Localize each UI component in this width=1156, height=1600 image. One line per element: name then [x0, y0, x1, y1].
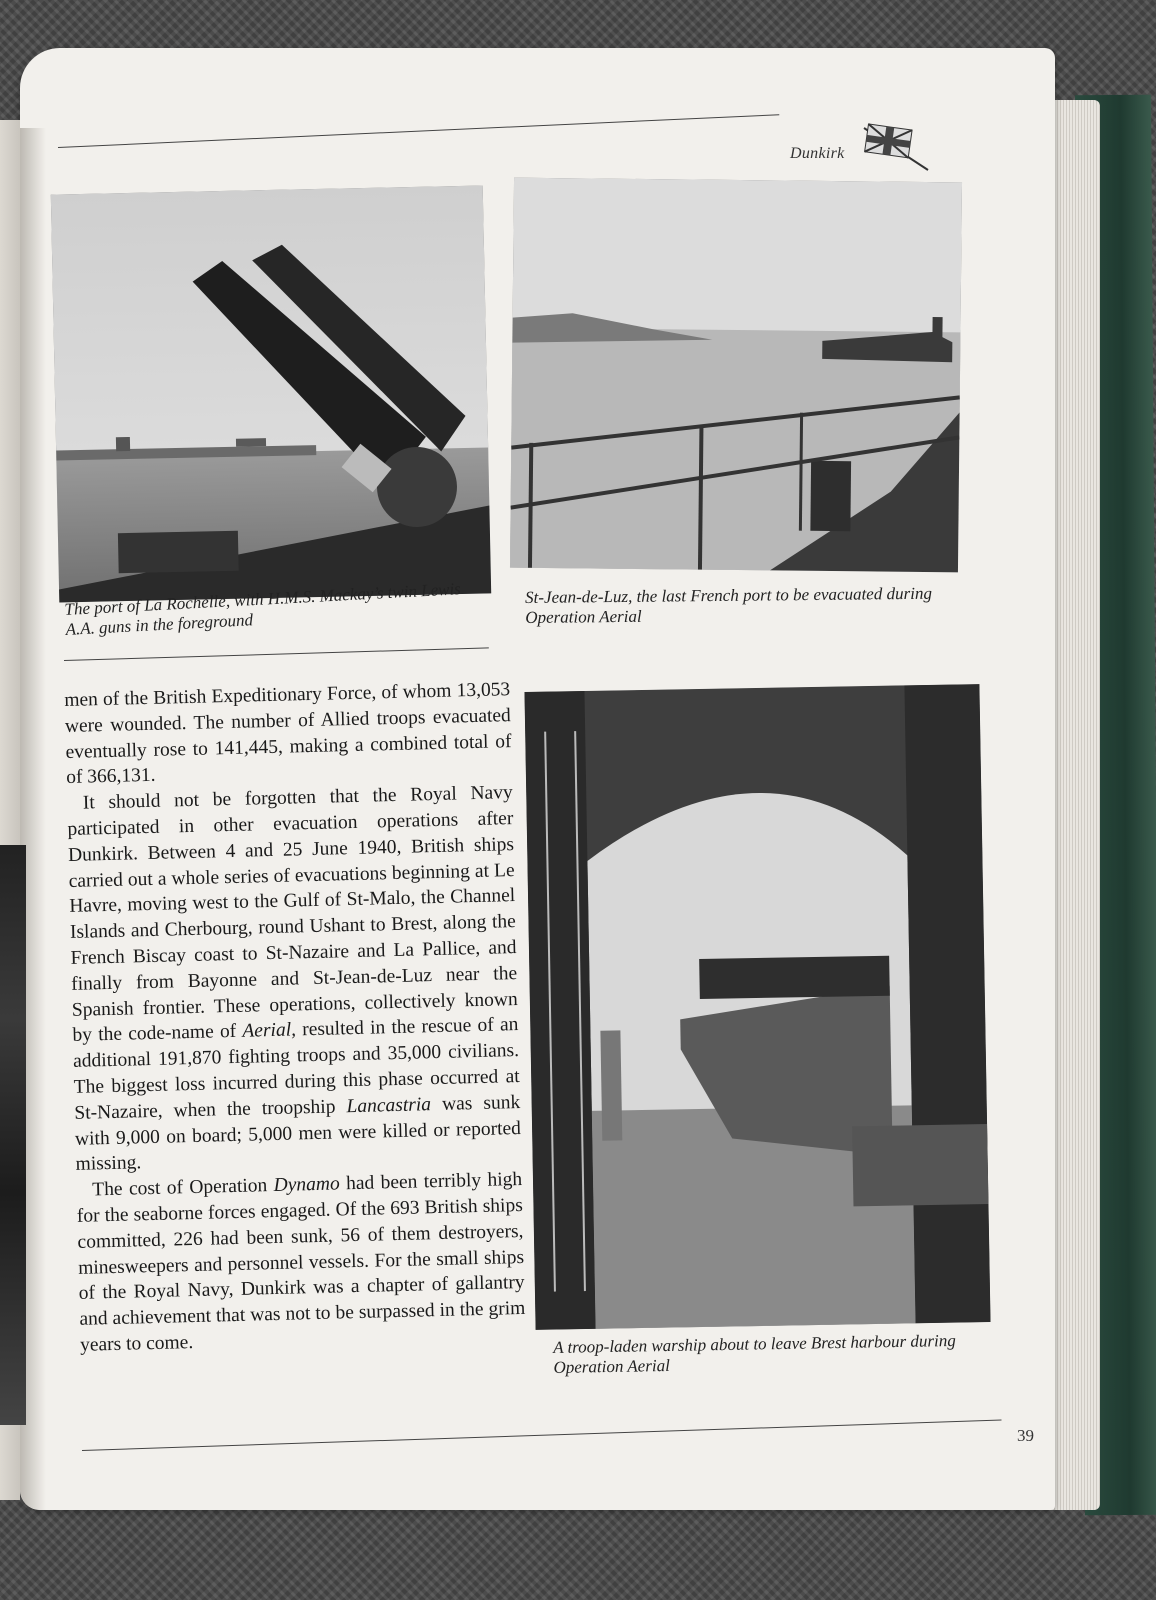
page-number: 39 [1017, 1426, 1034, 1445]
facing-page-photo-edge [0, 845, 26, 1425]
naval-ensign-flag-icon [860, 122, 932, 172]
caption-brest-warship: A troop-laden warship about to leave Brest harbour during Operation Aerial [553, 1330, 956, 1377]
photo-la-rochelle [51, 186, 491, 603]
photo-st-jean-de-luz [510, 178, 962, 573]
paragraph-1: men of the British Expeditionary Force, of whom 13,053 were wounded. The number of Allied troops evacuated eventually rose to 141,445, making a combined total of of 366,131. [64, 679, 512, 789]
paragraph-2: It should not be forgotten that the Royal Navy participated in other evacuation operations after Dunkirk. Between 4 and 25 June 1940, British ships carried out a whole series of evacuations beginning at Le Havre, moving west to the Gulf of St-Malo, the Channel Islands and Cherbourg, round Ushant to Brest, along the French Biscay coast to St-Nazaire and La Pallice, and finally from Bayonne and St-Jean-de-Luz near the Spanish frontier. These operations, collectively known by the code-name of Aerial, resulted in the rescue of an additional 191,870 fighting troops and 35,000 civilians. The biggest loss incurred during this phase occurred at St-Nazaire, when the troopship Lancastria was sunk with 9,000 on board; 5,000 men were killed or reported missing. [67, 782, 522, 1176]
caption-st-jean-de-luz: St-Jean-de-Luz, the last French port to be evacuated during Operation Aerial [525, 583, 932, 627]
running-head: Dunkirk [790, 145, 845, 162]
paragraph-3: The cost of Operation Dynamo had been terribly high for the seaborne forces engaged. Of the 693 British ships committed, 226 had been sunk, 56 of them destroyers, minesweepers and personnel vessels. For the small ships of the Royal Navy, Dunkirk was a chapter of gallantry and achievement that was not to be surpassed in the grim years to come. [76, 1169, 526, 1356]
photo-brest-warship [524, 684, 990, 1330]
caption-la-rochelle: The port of La Rochelle, with H.M.S. Mackay’s twin Lewis A.A. guns in the foreground [64, 579, 462, 639]
body-text [64, 677, 526, 1358]
